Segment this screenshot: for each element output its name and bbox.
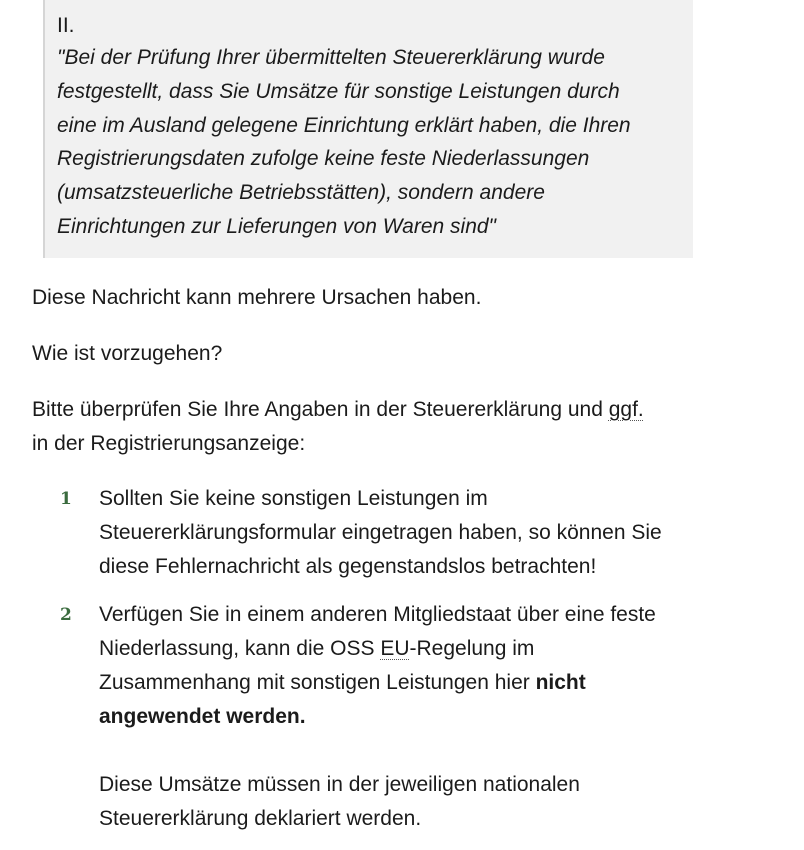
item-line: Sollten Sie keine sonstigen Leistungen im xyxy=(99,487,488,510)
spacer xyxy=(99,734,760,768)
item-line: diese Fehlernachricht als gegenstandslos betrachten! xyxy=(99,555,597,578)
instructions-text: Bitte überprüfen Sie Ihre Angaben in der Steuererklärung und xyxy=(32,398,609,421)
item-line-text: -Regelung im xyxy=(409,637,535,660)
emphasis-text: angewendet werden. xyxy=(99,705,306,728)
quote-label: II. xyxy=(57,14,75,37)
item-note-line: Steuererklärung deklariert werden. xyxy=(99,807,422,830)
list-item-text xyxy=(99,598,760,836)
item-line: Verfügen Sie in einem anderen Mitgliedstaat über eine feste xyxy=(99,603,656,626)
quote-line: festgestellt, dass Sie Umsätze für sonstige Leistungen durch xyxy=(57,79,620,103)
quote-line: Registrierungsdaten zufolge keine feste Niederlassungen xyxy=(57,147,590,171)
paragraph-causes: Diese Nachricht kann mehrere Ursachen haben. xyxy=(32,286,482,309)
paragraph-question: Wie ist vorzugehen? xyxy=(32,342,223,365)
list-item xyxy=(60,598,760,836)
quote-line: (umsatzsteuerliche Betriebsstätten), sondern andere xyxy=(57,181,545,205)
list-item-text xyxy=(99,482,760,584)
abbr-ggf[interactable]: ggf. xyxy=(608,398,644,421)
quote-line: Einrichtungen zur Lieferungen von Waren sind" xyxy=(57,214,497,238)
quote-text xyxy=(57,41,682,244)
numbered-list xyxy=(60,482,760,850)
paragraph-instructions xyxy=(32,393,732,461)
instructions-text-cont: in der Registrierungsanzeige: xyxy=(32,432,306,455)
item-note-line: Diese Umsätze müssen in der jeweiligen nationalen xyxy=(99,773,580,796)
item-line-text: Zusammenhang mit sonstigen Leistungen hier xyxy=(99,671,536,694)
item-line xyxy=(99,666,760,700)
list-item xyxy=(60,482,760,584)
item-line: Steuererklärungsformular eingetragen haben, so können Sie xyxy=(99,521,662,544)
item-line xyxy=(99,632,760,666)
quote-line: "Bei der Prüfung Ihrer übermittelten Steuererklärung wurde xyxy=(57,46,605,69)
blockquote-message xyxy=(43,0,693,258)
list-number: 2 xyxy=(60,605,72,625)
item-line-text: Niederlassung, kann die OSS xyxy=(99,637,381,660)
emphasis-text: nicht xyxy=(535,671,586,694)
list-number: 1 xyxy=(60,489,72,509)
item-line xyxy=(99,700,760,734)
quote-line: eine im Ausland gelegene Einrichtung erklärt haben, die Ihren xyxy=(57,113,631,137)
abbr-eu[interactable]: EU xyxy=(380,637,410,660)
